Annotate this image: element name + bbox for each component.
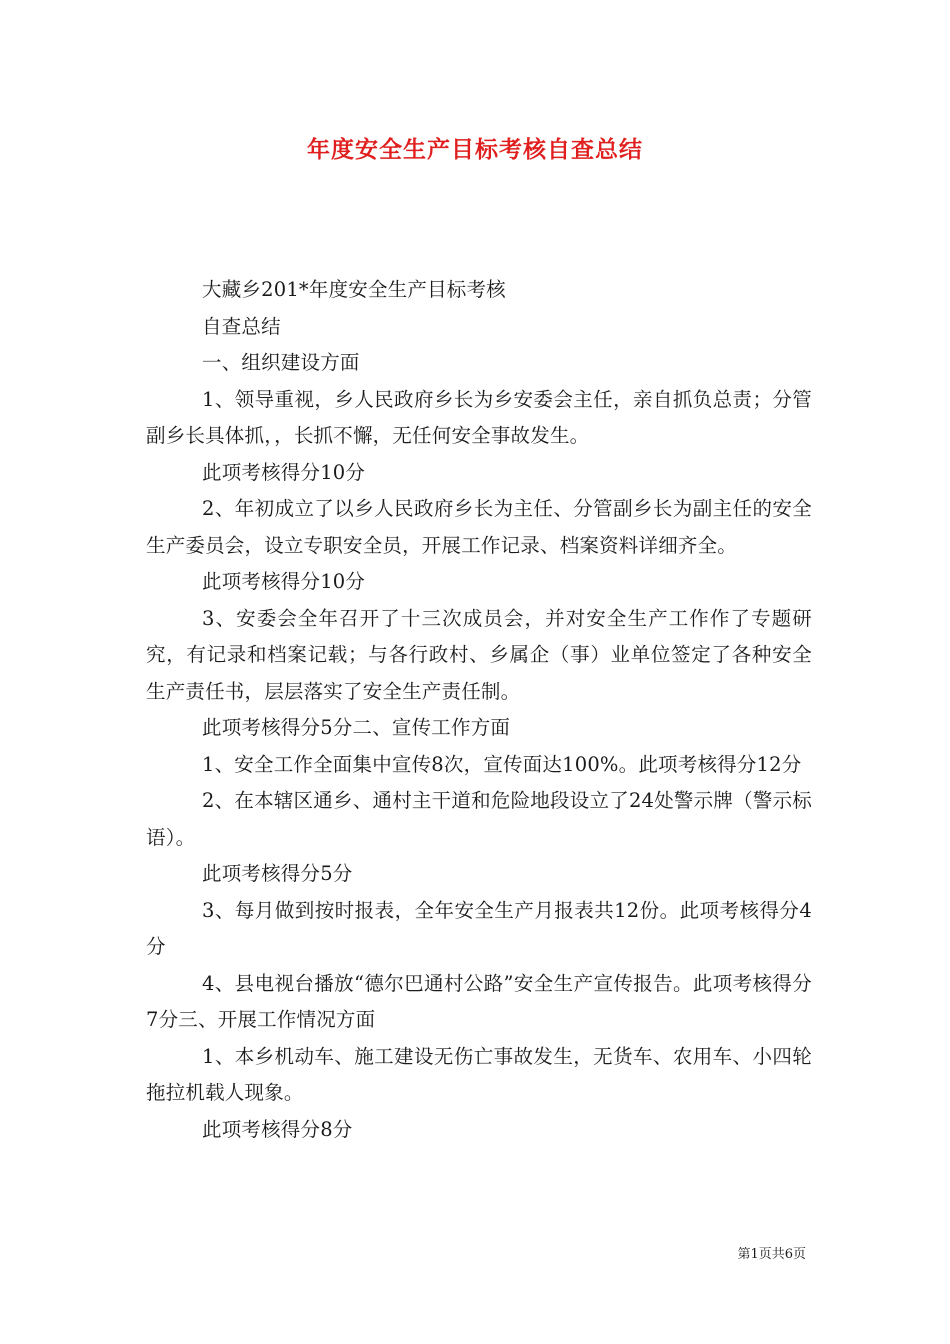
paragraph: 大藏乡201*年度安全生产目标考核 [202,278,506,301]
paragraph: 此项考核得分5分二、宣传工作方面 [202,716,511,739]
paragraph: 一、组织建设方面 [202,351,360,374]
paragraph: 1、本乡机动车、施工建设无伤亡事故发生，无货车、农用车、小四轮拖拉机载人现象。 [146,1044,812,1104]
document-body [146,272,812,1148]
paragraph: 2、年初成立了以乡人民政府乡长为主任、分管副乡长为副主任的安全生产委员会，设立专职安全员，开展工作记录、档案资料详细齐全。 [146,497,812,557]
paragraph: 此项考核得分8分 [202,1117,353,1141]
paragraph: 1、领导重视，乡人民政府乡长为乡安委会主任，亲自抓负总责；分管副乡长具体抓，，长抓不懈，无任何安全事故发生。 [146,387,812,447]
paragraph: 1、安全工作全面集中宣传8次，宣传面达100%。此项考核得分12分 [202,752,802,776]
paragraph: 3、每月做到按时报表，全年安全生产月报表共12份。此项考核得分4分 [146,898,812,958]
paragraph: 3、安委会全年召开了十三次成员会，并对安全生产工作作了专题研究，有记录和档案记载；与各行政村、乡属企（事）业单位签定了各种安全生产责任书，层层落实了安全生产责任制。 [146,606,812,703]
paragraph: 4、县电视台播放“德尔巴通村公路”安全生产宣传报告。此项考核得分7分三、开展工作情况方面 [146,971,812,1031]
document-title: 年度安全生产目标考核自查总结 [307,136,643,163]
paragraph: 此项考核得分10分 [202,460,366,484]
paragraph: 此项考核得分10分 [202,570,366,593]
page-number: 第1页共6页 [737,1247,806,1262]
paragraph: 2、在本辖区通乡、通村主干道和危险地段设立了24处警示牌（警示标语）。 [146,789,812,849]
paragraph: 此项考核得分5分 [202,862,353,885]
paragraph: 自查总结 [202,314,281,338]
